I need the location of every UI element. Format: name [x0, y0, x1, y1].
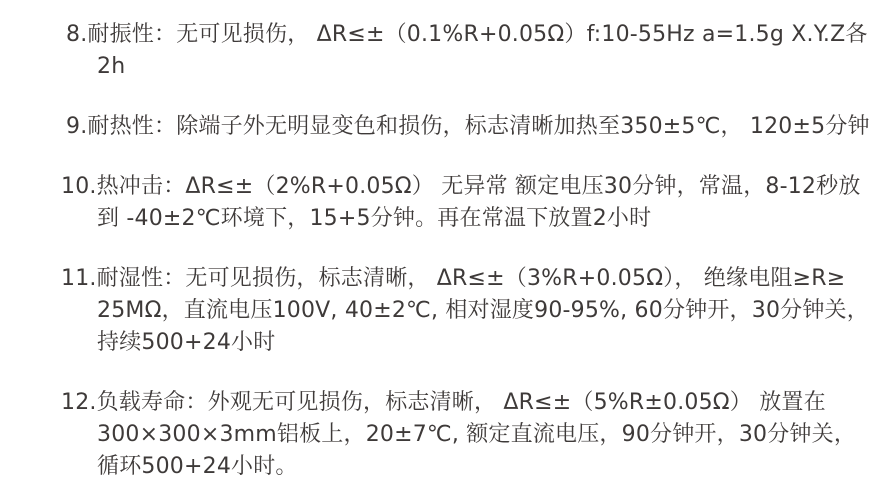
spec-line: 到 -40±2℃环境下，15+5分钟。再在常温下放置2小时: [97, 206, 652, 231]
spec-line: 8.耐振性：无可见损伤， ΔR≤±（0.1%R+0.05Ω）f:10-55Hz a=1.5g X.Y.Z各: [66, 22, 868, 47]
spec-line: 12.负载寿命：外观无可见损伤，标志清晰， ΔR≤±（5%R±0.05Ω） 放置在: [61, 390, 826, 415]
spec-line: 9.耐热性：除端子外无明显变色和损伤，标志清晰加热至350±5℃， 120±5分钟: [66, 114, 870, 139]
spec-line: 11.耐湿性：无可见损伤，标志清晰， ΔR≤±（3%R+0.05Ω）， 绝缘电阻≥R≥: [61, 266, 846, 291]
spec-line: 25MΩ，直流电压100V, 40±2℃, 相对湿度90-95%, 60分钟开，30分钟关，: [97, 298, 869, 323]
spec-line: 10.热冲击：ΔR≤±（2%R+0.05Ω） 无异常 额定电压30分钟，常温，8-12秒放: [61, 174, 861, 199]
spec-line: 300×300×3mm铝板上，20±7℃, 额定直流电压，90分钟开，30分钟关，: [97, 422, 857, 447]
spec-line: 循环500+24小时。: [97, 454, 298, 479]
spec-item-11: [61, 263, 869, 359]
spec-item-10: [61, 171, 869, 235]
spec-item-8: [66, 19, 869, 83]
spec-line: 2h: [97, 54, 126, 79]
spec-item-12: [61, 387, 869, 483]
spec-item-9: [66, 111, 870, 143]
spec-line: 持续500+24小时: [97, 330, 276, 355]
